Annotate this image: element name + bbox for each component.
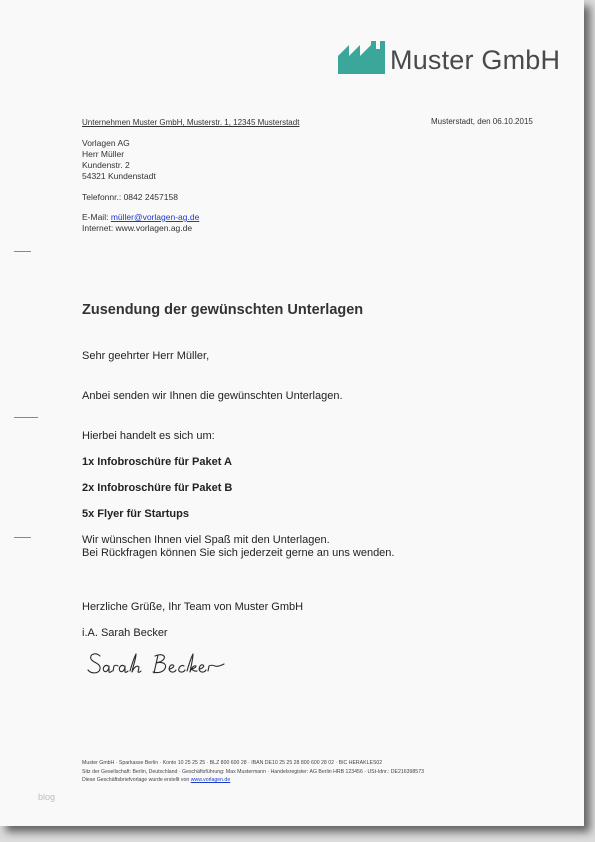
footer-credit-link[interactable]: www.vorlagen.de: [190, 777, 231, 783]
salutation: Sehr geehrter Herr Müller,: [82, 350, 210, 362]
recipient-email-line: [82, 212, 199, 223]
letter-subject: Zusendung der gewünschten Unterlagen: [82, 302, 364, 318]
handwritten-signature: [86, 650, 232, 680]
recipient-street: Kundenstr. 2: [82, 160, 130, 170]
list-item: 2x Infobroschüre für Paket B: [82, 482, 233, 494]
sender-return-address: Unternehmen Muster GmbH, Musterstr. 1, 12345 Musterstadt: [82, 118, 300, 127]
recipient-address: [82, 138, 156, 182]
recipient-internet: Internet: www.vorlagen.ag.de: [82, 223, 193, 233]
list-intro: Hierbei handelt es sich um:: [82, 430, 215, 442]
fold-mark-bottom: [14, 537, 31, 538]
fold-mark-top: [14, 251, 31, 252]
list-item: 5x Flyer für Startups: [82, 508, 189, 520]
recipient-name: Herr Müller: [82, 149, 125, 159]
signatory: i.A. Sarah Becker: [82, 627, 168, 639]
company-logo-text: Muster GmbH: [390, 45, 561, 75]
punch-mark: [14, 417, 38, 418]
place-date: Musterstadt, den 06.10.2015: [431, 117, 533, 126]
footer-credit-text: Diese Geschäftsbriefvorlage wurde erstellt von: [82, 777, 191, 783]
footer-company-line: Sitz der Gesellschaft: Berlin, Deutschland · Geschäftsführung: Max Mustermann · Handelsregister: AG Berlin HRB 123456 · USt-Idnr.: DE216398573: [82, 768, 424, 775]
footer-credit-line: [82, 776, 424, 785]
recipient-company: Vorlagen AG: [82, 138, 130, 148]
body-wish: Wir wünschen Ihnen viel Spaß mit den Unterlagen.: [82, 534, 330, 546]
letter-footer: [82, 759, 424, 785]
email-label: E-Mail:: [82, 212, 111, 222]
factory-icon: [338, 41, 385, 74]
body-intro: Anbei senden wir Ihnen die gewünschten Unterlagen.: [82, 390, 343, 402]
footer-bank-line: Muster GmbH · Sparkasse Berlin · Konto 10 25 25 25 · BLZ 800 600 28 · IBAN DE10 25 25 28 800 600 28 02 · BIC HERAKLES02: [82, 760, 383, 766]
watermark: blog: [38, 792, 56, 802]
closing: Herzliche Grüße, Ihr Team von Muster GmbH: [82, 601, 304, 613]
recipient-phone: Telefonnr.: 0842 2457158: [82, 192, 178, 202]
body-questions: Bei Rückfragen können Sie sich jederzeit gerne an uns wenden.: [82, 547, 395, 559]
recipient-city: 54321 Kundenstadt: [82, 171, 156, 181]
list-item: 1x Infobroschüre für Paket A: [82, 456, 232, 468]
email-link[interactable]: müller@vorlagen-ag.de: [110, 212, 200, 222]
